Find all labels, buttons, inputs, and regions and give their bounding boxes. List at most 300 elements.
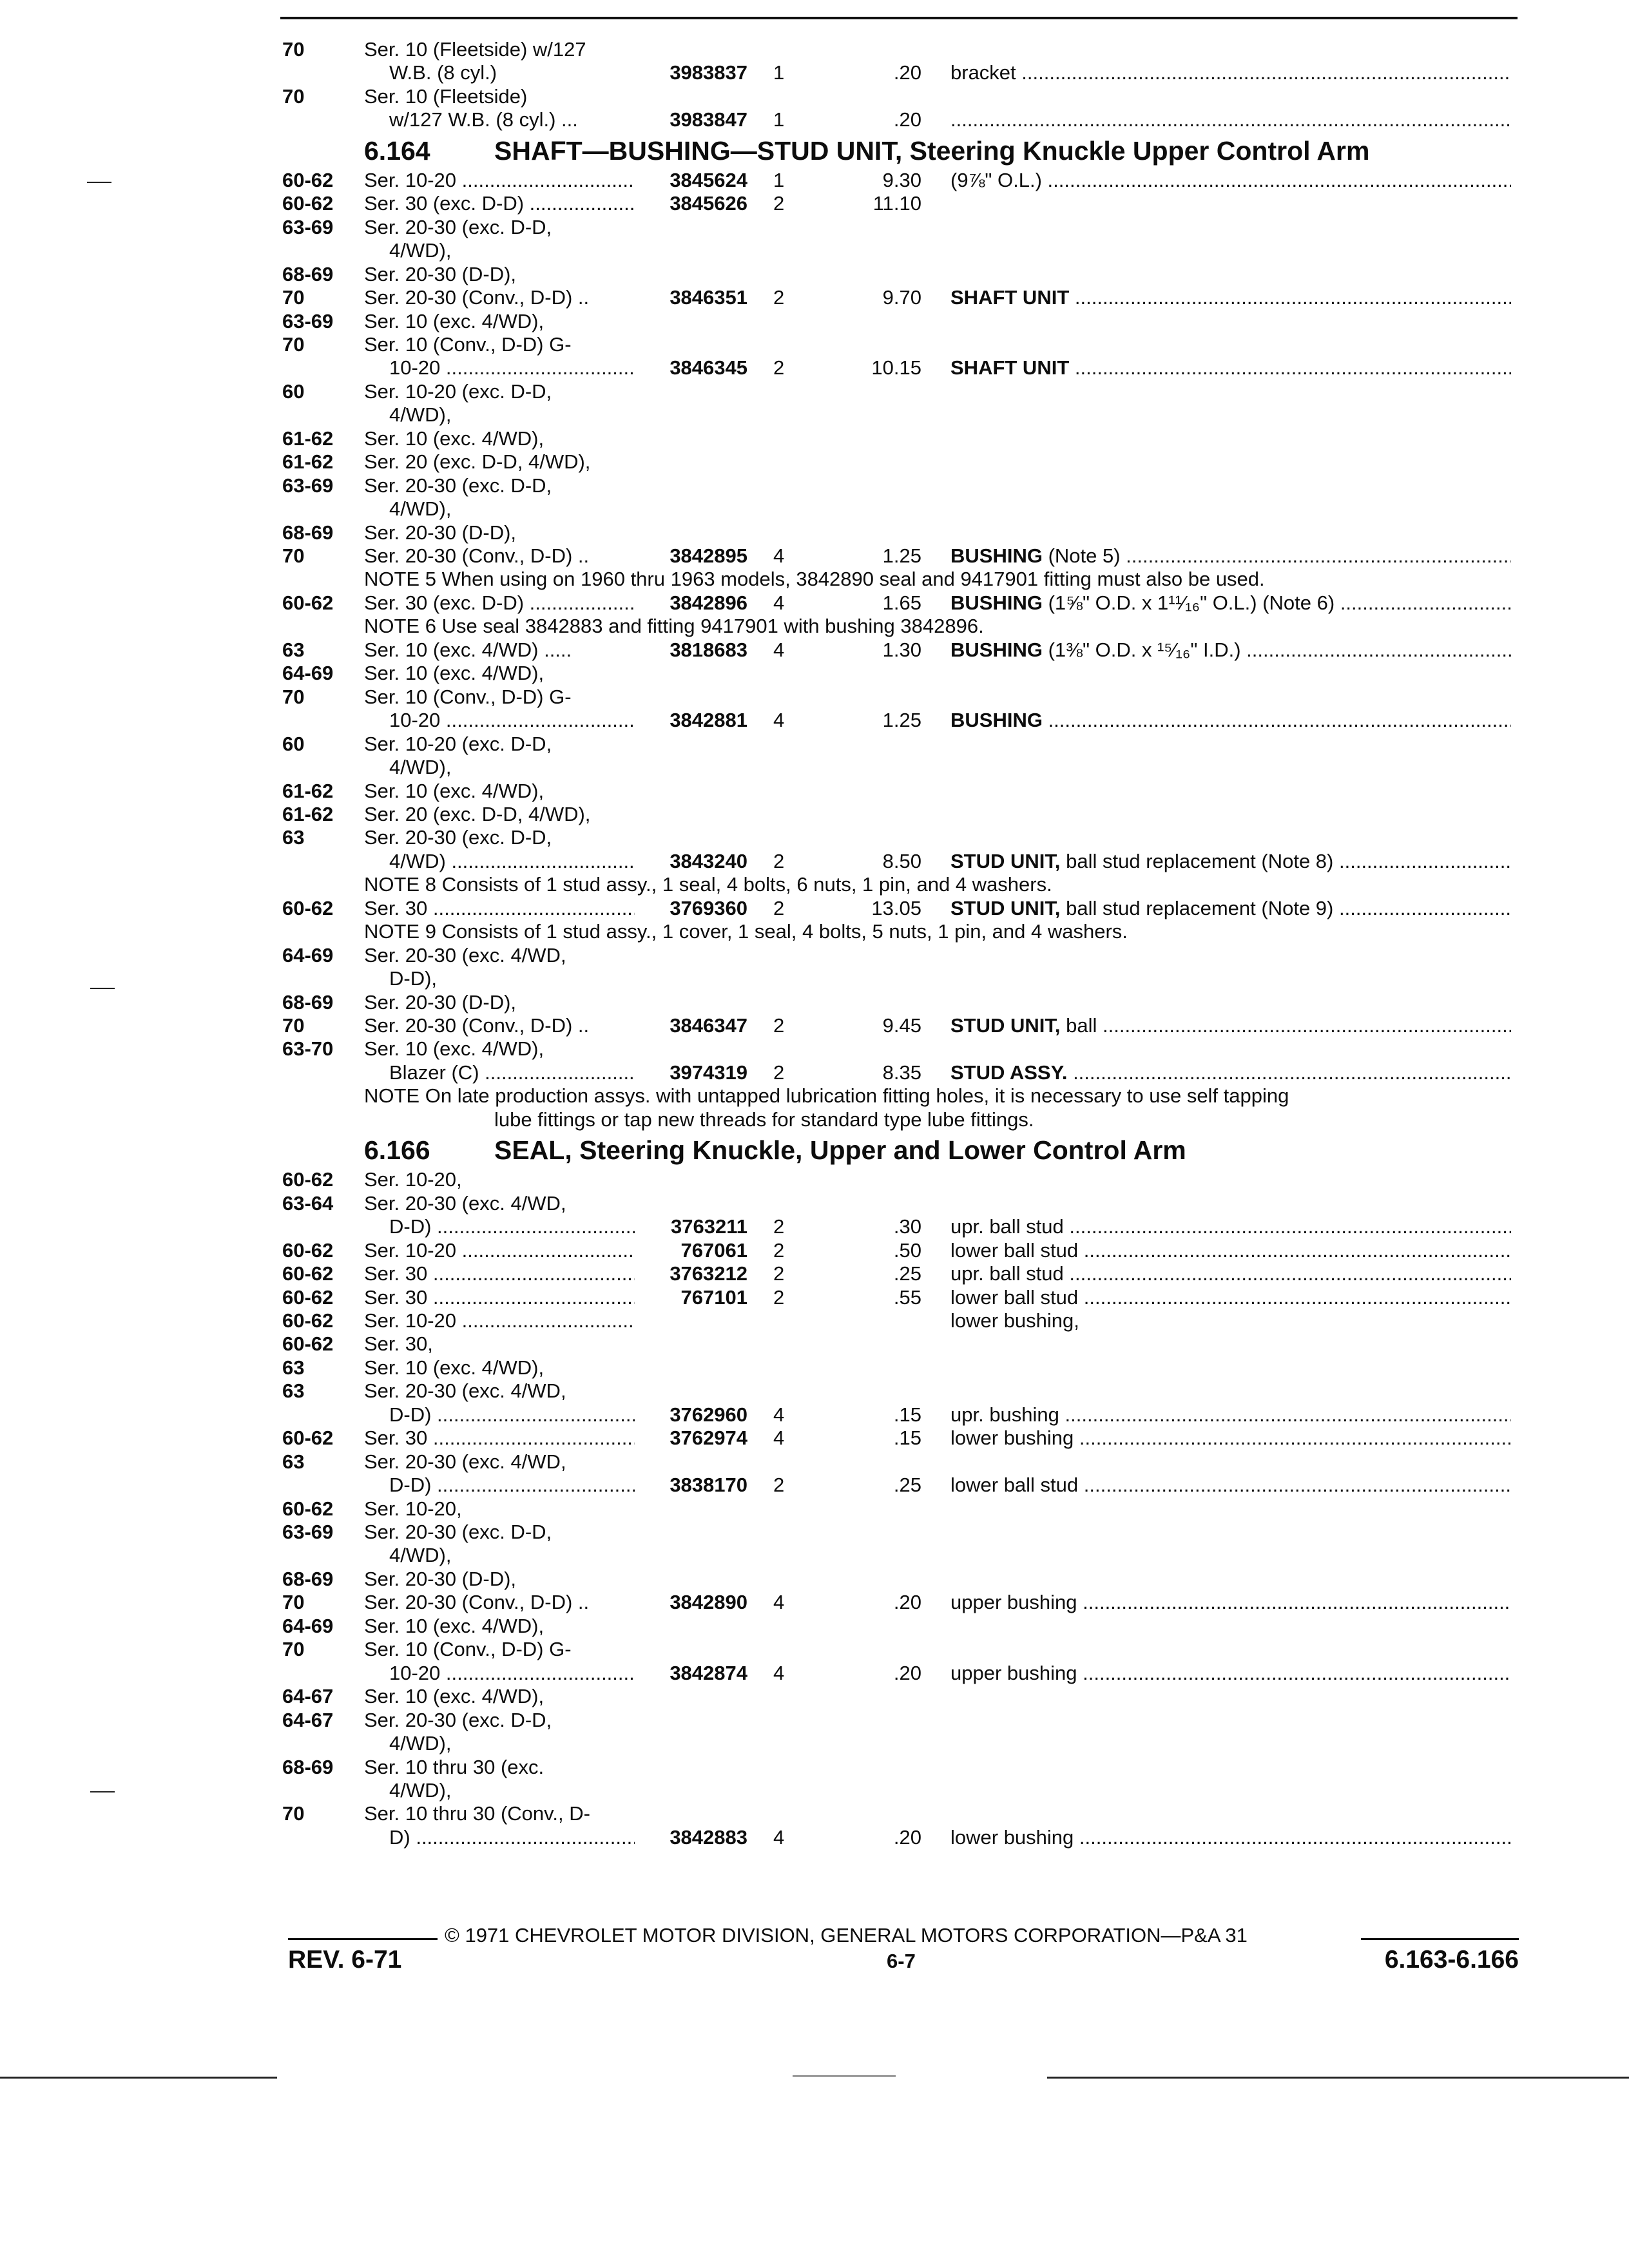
table-row <box>0 1014 1629 1038</box>
series-description: Ser. 10 (exc. 4/WD), <box>364 1037 545 1061</box>
table-row <box>0 37 1629 62</box>
table-row <box>0 1755 1629 1780</box>
table-row <box>0 191 1629 216</box>
series-description: 4/WD) ..... <box>389 849 635 874</box>
table-row <box>0 474 1629 498</box>
table-row <box>0 168 1629 193</box>
series-description: Ser. 20-30 (exc. D-D, <box>364 826 552 849</box>
price: .50 <box>893 1238 921 1262</box>
series-description: Ser. 30 (exc. D-D) ..... <box>364 191 635 216</box>
model-years: 61-62 <box>282 779 334 802</box>
table-row <box>0 1285 1629 1310</box>
part-description <box>950 61 1511 85</box>
page-number: 6-7 <box>887 1950 916 1972</box>
model-years: 70 <box>282 544 305 567</box>
series-description: Ser. 30 ..... <box>364 1262 635 1286</box>
quantity: 4 <box>773 1403 785 1426</box>
note-text: NOTE 8 Consists of 1 stud assy., 1 seal, 4 bolts, 6 nuts, 1 pin, and 4 washers. <box>364 873 1052 896</box>
table-row <box>0 1309 1629 1333</box>
model-years: 61-62 <box>282 450 334 474</box>
series-description: Ser. 10 (exc. 4/WD) ..... <box>364 638 572 661</box>
table-row <box>0 238 1629 263</box>
model-years: 68-69 <box>282 262 334 285</box>
model-years: 63-69 <box>282 474 334 497</box>
quantity: 4 <box>773 1825 785 1849</box>
series-description: Ser. 10 (exc. 4/WD), <box>364 309 545 332</box>
part-number: 3846345 <box>670 356 747 380</box>
series-description: Ser. 30 ..... <box>364 1285 635 1310</box>
price: 1.30 <box>882 638 921 661</box>
description-name: lower bushing <box>950 1825 1074 1849</box>
table-row <box>0 61 1629 85</box>
description-detail: (1⅝" O.D. x 1¹¹⁄₁₆" O.L.) (Note 6) <box>1042 591 1335 614</box>
copyright-line: © 1971 CHEVROLET MOTOR DIVISION, GENERAL MOTORS CORPORATION—P&A 31 <box>445 1924 1248 1946</box>
price: .20 <box>893 108 921 131</box>
series-description: D-D) ..... <box>389 1215 635 1239</box>
note-row <box>0 1084 1629 1108</box>
table-row <box>0 1262 1629 1286</box>
description-name: upr. ball stud <box>950 1262 1064 1285</box>
part-number: 3818683 <box>670 638 747 661</box>
series-description: D) ..... <box>389 1825 635 1850</box>
section-number: 6.166 <box>364 1135 430 1166</box>
margin-tick-3 <box>90 1791 115 1792</box>
part-number: 3838170 <box>670 1474 747 1497</box>
price: 10.15 <box>871 356 921 380</box>
model-years: 64-67 <box>282 1685 334 1708</box>
table-row <box>0 661 1629 686</box>
quantity: 2 <box>773 1238 785 1262</box>
price: .20 <box>893 1825 921 1849</box>
model-years: 60-62 <box>282 168 334 191</box>
quantity: 2 <box>773 1474 785 1497</box>
series-description: Ser. 20 (exc. D-D, 4/WD), <box>364 802 591 825</box>
part-description <box>950 638 1511 662</box>
model-years: 63-64 <box>282 1191 334 1215</box>
model-years: 60-62 <box>282 1262 334 1285</box>
series-description: Ser. 10 (exc. 4/WD), <box>364 427 545 450</box>
description-name: lower bushing, <box>950 1309 1079 1332</box>
price: 9.30 <box>882 168 921 191</box>
series-description: 4/WD), <box>389 497 452 521</box>
part-description <box>950 591 1511 615</box>
section-range: 6.163-6.166 <box>1384 1946 1519 1974</box>
description-name: upper bushing <box>950 1661 1077 1684</box>
model-years: 68-69 <box>282 1567 334 1590</box>
model-years: 60-62 <box>282 1238 334 1262</box>
series-description: Ser. 10 (exc. 4/WD), <box>364 1685 545 1708</box>
series-description: 4/WD), <box>389 1544 452 1567</box>
model-years: 60-62 <box>282 192 334 215</box>
series-description: Ser. 20-30 (D-D), <box>364 990 517 1014</box>
table-row <box>0 1403 1629 1427</box>
model-years: 70 <box>282 1638 305 1661</box>
model-years: 60-62 <box>282 1285 334 1309</box>
price: .55 <box>893 1285 921 1309</box>
table-row <box>0 1708 1629 1733</box>
quantity: 4 <box>773 544 785 567</box>
series-description: Ser. 20-30 (exc. D-D, <box>364 474 552 497</box>
note-row <box>0 567 1629 591</box>
price: .20 <box>893 1661 921 1684</box>
part-number: 3762960 <box>670 1403 747 1426</box>
part-number: 3763211 <box>671 1215 747 1238</box>
quantity: 4 <box>773 1427 785 1450</box>
series-description: W.B. (8 cyl.) <box>389 61 497 84</box>
series-description: Ser. 10-20 (exc. D-D, <box>364 380 552 403</box>
price: .15 <box>893 1427 921 1450</box>
part-description <box>950 1238 1511 1263</box>
table-row <box>0 1473 1629 1497</box>
series-description: Ser. 20-30 (D-D), <box>364 521 517 544</box>
table-row <box>0 332 1629 357</box>
model-years: 70 <box>282 685 305 708</box>
table-row <box>0 380 1629 404</box>
table-row <box>0 356 1629 380</box>
section-heading <box>0 1133 1629 1167</box>
series-description: D-D) ..... <box>389 1473 635 1497</box>
quantity: 2 <box>773 356 785 380</box>
model-years: 70 <box>282 38 305 61</box>
table-row <box>0 1191 1629 1216</box>
model-years: 64-69 <box>282 662 334 685</box>
quantity: 2 <box>773 1061 785 1084</box>
part-description <box>950 108 1511 132</box>
model-years: 61-62 <box>282 427 334 450</box>
model-years: 63-69 <box>282 1521 334 1543</box>
part-number: 3846351 <box>670 286 747 309</box>
section-title: SHAFT—BUSHING—STUD UNIT, Steering Knuckle Upper Control Arm <box>494 135 1370 166</box>
series-description: Ser. 10 (exc. 4/WD), <box>364 1356 545 1379</box>
part-description <box>950 1661 1511 1686</box>
table-row <box>0 1684 1629 1709</box>
part-description <box>950 1590 1511 1615</box>
table-row <box>0 708 1629 733</box>
model-years: 70 <box>282 286 305 309</box>
series-description: Ser. 20 (exc. D-D, 4/WD), <box>364 450 591 474</box>
series-description: Ser. 10 (exc. 4/WD), <box>364 779 545 802</box>
model-years: 63 <box>282 1379 305 1403</box>
quantity: 2 <box>773 1262 785 1285</box>
quantity: 2 <box>773 1285 785 1309</box>
part-number: 3763212 <box>670 1262 747 1285</box>
description-name: BUSHING <box>950 591 1043 614</box>
part-description <box>950 1473 1511 1497</box>
table-row <box>0 1238 1629 1263</box>
table-row <box>0 1543 1629 1568</box>
note-text: NOTE 9 Consists of 1 stud assy., 1 cover, 1 seal, 4 bolts, 5 nuts, 1 pin, and 4 washers. <box>364 920 1128 943</box>
part-description <box>950 1285 1511 1310</box>
table-row <box>0 685 1629 709</box>
table-row <box>0 896 1629 921</box>
table-row <box>0 1168 1629 1192</box>
table-row <box>0 1426 1629 1450</box>
table-row <box>0 544 1629 568</box>
series-description: 4/WD), <box>389 756 452 779</box>
section-number: 6.164 <box>364 135 430 166</box>
table-row <box>0 497 1629 521</box>
quantity: 2 <box>773 849 785 872</box>
part-description <box>950 849 1511 874</box>
series-description: Blazer (C) ..... <box>389 1061 635 1085</box>
description-name: SHAFT UNIT <box>950 286 1070 309</box>
model-years: 60-62 <box>282 1497 334 1520</box>
table-row <box>0 990 1629 1015</box>
series-description: Ser. 20-30 (exc. D-D, <box>364 1708 552 1731</box>
series-description: D-D) ..... <box>389 1403 635 1427</box>
part-description <box>950 1426 1511 1450</box>
quantity: 2 <box>773 896 785 919</box>
top-rule <box>280 17 1518 19</box>
table-row <box>0 1497 1629 1521</box>
price: .25 <box>893 1262 921 1285</box>
note-row <box>0 614 1629 639</box>
description-detail: (Note 5) <box>1042 544 1121 567</box>
table-row <box>0 1614 1629 1639</box>
footer-rule-right <box>1361 1938 1519 1940</box>
description-name: lower ball stud <box>950 1474 1079 1497</box>
series-description: Ser. 30 ..... <box>364 896 635 921</box>
part-number: 3842883 <box>670 1825 747 1849</box>
price: .20 <box>893 1591 921 1614</box>
table-row <box>0 1332 1629 1356</box>
part-number: 3845624 <box>670 168 747 191</box>
quantity: 4 <box>773 1591 785 1614</box>
series-description: Ser. 10 (Fleetside) w/127 <box>364 38 586 61</box>
part-number: 3983847 <box>670 108 747 131</box>
note-text-continued: lube fittings or tap new threads for standard type lube fittings. <box>494 1108 1034 1131</box>
series-description: Ser. 10-20 ..... <box>364 1238 635 1263</box>
quantity: 2 <box>773 192 785 215</box>
note-text: NOTE On late production assys. with untapped lubrication fitting holes, it is necessary to use self tapping <box>364 1084 1289 1108</box>
table-row <box>0 84 1629 109</box>
part-number: 3983837 <box>670 61 747 84</box>
revision-label: REV. 6-71 <box>288 1946 402 1974</box>
series-description: Ser. 20-30 (exc. 4/WD, <box>364 943 566 966</box>
crop-mark-center <box>793 2075 896 2077</box>
part-number: 3842881 <box>670 709 747 732</box>
price: 9.45 <box>882 1014 921 1037</box>
model-years: 63 <box>282 826 305 849</box>
description-name: BUSHING <box>950 544 1043 567</box>
part-description <box>950 1825 1511 1850</box>
quantity: 1 <box>773 108 785 131</box>
description-name: bracket <box>950 61 1016 84</box>
series-description: Ser. 10-20 ..... <box>364 168 635 193</box>
table-row <box>0 1637 1629 1662</box>
description-name: STUD UNIT, <box>950 896 1061 919</box>
description-detail: (1⅜" O.D. x ¹⁵⁄₁₆" I.D.) <box>1042 638 1241 661</box>
model-years: 60-62 <box>282 591 334 614</box>
note-text: NOTE 5 When using on 1960 thru 1963 models, 3842890 seal and 9417901 fitting must also be used. <box>364 568 1265 591</box>
table-row <box>0 755 1629 780</box>
crop-mark-left <box>0 2077 277 2079</box>
quantity: 2 <box>773 1215 785 1238</box>
series-description: 4/WD), <box>389 239 452 262</box>
table-row <box>0 849 1629 874</box>
note-row <box>0 919 1629 944</box>
series-description: 10-20 ..... <box>389 1661 635 1686</box>
series-description: Ser. 10-20, <box>364 1497 462 1520</box>
table-row <box>0 403 1629 427</box>
series-description: Ser. 20-30 (exc. 4/WD, <box>364 1191 566 1215</box>
part-number: 3842895 <box>670 544 747 567</box>
model-years: 70 <box>282 1591 305 1614</box>
model-years: 60 <box>282 732 305 755</box>
table-row <box>0 591 1629 615</box>
price: 9.70 <box>882 286 921 309</box>
price: 1.65 <box>882 591 921 614</box>
series-description: Ser. 20-30 (exc. D-D, <box>364 1521 552 1543</box>
note-row <box>0 1108 1629 1132</box>
table-row <box>0 108 1629 132</box>
part-description <box>950 1215 1511 1239</box>
model-years: 63 <box>282 1450 305 1473</box>
quantity: 4 <box>773 1661 785 1684</box>
series-description: Ser. 10-20 ..... <box>364 1309 635 1333</box>
description-name: BUSHING <box>950 638 1043 661</box>
table-row <box>0 1037 1629 1061</box>
series-description: D-D), <box>389 967 438 990</box>
part-number: 3762974 <box>670 1427 747 1450</box>
part-number: 3843240 <box>670 849 747 872</box>
part-number: 3974319 <box>670 1061 747 1084</box>
series-description: 4/WD), <box>389 403 452 427</box>
table-row <box>0 1356 1629 1380</box>
series-description: Ser. 10 (Conv., D-D) G- <box>364 685 572 708</box>
model-years: 70 <box>282 1014 305 1037</box>
price: 1.25 <box>882 544 921 567</box>
model-years: 60 <box>282 380 305 403</box>
model-years: 60-62 <box>282 1168 334 1191</box>
series-description: Ser. 30 ..... <box>364 1426 635 1450</box>
part-description <box>950 1309 1079 1333</box>
series-description: 10-20 ..... <box>389 356 635 380</box>
series-description: Ser. 10 (exc. 4/WD), <box>364 1614 545 1637</box>
quantity: 4 <box>773 638 785 661</box>
quantity: 2 <box>773 1014 785 1037</box>
note-row <box>0 872 1629 897</box>
model-years: 63 <box>282 1356 305 1379</box>
part-description <box>950 1061 1511 1085</box>
model-years: 60-62 <box>282 1332 334 1356</box>
model-years: 60-62 <box>282 1309 334 1332</box>
series-description: Ser. 20-30 (D-D), <box>364 262 517 285</box>
table-row <box>0 732 1629 756</box>
table-row <box>0 966 1629 991</box>
table-row <box>0 779 1629 803</box>
description-name: STUD UNIT, <box>950 1014 1061 1037</box>
series-description: 4/WD), <box>389 1778 452 1802</box>
series-description: Ser. 20-30 (exc. 4/WD, <box>364 1379 566 1403</box>
model-years: 60-62 <box>282 896 334 919</box>
section-title: SEAL, Steering Knuckle, Upper and Lower Control Arm <box>494 1135 1186 1166</box>
price: 8.50 <box>882 849 921 872</box>
description-name: upper bushing <box>950 1591 1077 1614</box>
description-name: BUSHING <box>950 709 1043 732</box>
table-row <box>0 309 1629 334</box>
series-description: Ser. 10-20 (exc. D-D, <box>364 732 552 755</box>
model-years: 64-69 <box>282 1614 334 1637</box>
price: 1.25 <box>882 709 921 732</box>
table-row <box>0 1520 1629 1544</box>
part-number: 3842874 <box>670 1661 747 1684</box>
footer-rule-left <box>288 1938 438 1940</box>
model-years: 70 <box>282 84 305 108</box>
series-description: Ser. 20-30 (exc. D-D, <box>364 215 552 238</box>
description-detail: ball stud replacement (Note 8) <box>1060 849 1334 872</box>
series-description: Ser. 20-30 (exc. 4/WD, <box>364 1450 566 1473</box>
model-years: 64-69 <box>282 943 334 966</box>
description-detail: ball <box>1060 1014 1097 1037</box>
series-description: Ser. 10-20, <box>364 1168 462 1191</box>
description-name: lower ball stud <box>950 1238 1079 1262</box>
table-row <box>0 427 1629 451</box>
part-description <box>950 356 1511 380</box>
part-number: 767061 <box>680 1238 747 1262</box>
quantity: 2 <box>773 286 785 309</box>
model-years: 70 <box>282 1802 305 1825</box>
crop-mark-right <box>1047 2077 1629 2079</box>
part-description <box>950 168 1511 193</box>
table-row <box>0 1731 1629 1756</box>
series-description: Ser. 30 (exc. D-D) ..... <box>364 591 635 615</box>
description-name: STUD ASSY. <box>950 1061 1068 1084</box>
quantity: 1 <box>773 168 785 191</box>
part-description <box>950 1262 1511 1286</box>
table-row <box>0 1061 1629 1085</box>
price: .20 <box>893 61 921 84</box>
price: 13.05 <box>871 896 921 919</box>
part-description <box>950 285 1511 310</box>
table-row <box>0 638 1629 662</box>
table-row <box>0 1778 1629 1803</box>
part-description <box>950 896 1511 921</box>
series-description: 4/WD), <box>389 1732 452 1755</box>
series-description: Ser. 20-30 (Conv., D-D) .. <box>364 1014 590 1037</box>
series-description: Ser. 20-30 (Conv., D-D) .. <box>364 544 590 567</box>
table-row <box>0 450 1629 474</box>
series-description: Ser. 10 (Conv., D-D) G- <box>364 332 572 356</box>
model-years: 60-62 <box>282 1427 334 1450</box>
table-row <box>0 943 1629 968</box>
price: 8.35 <box>882 1061 921 1084</box>
note-text: NOTE 6 Use seal 3842883 and fitting 9417901 with bushing 3842896. <box>364 615 984 638</box>
price: .30 <box>893 1215 921 1238</box>
part-description <box>950 1403 1511 1427</box>
model-years: 63-69 <box>282 309 334 332</box>
description-name: upr. ball stud <box>950 1215 1064 1238</box>
part-description <box>950 544 1511 568</box>
model-years: 68-69 <box>282 990 334 1014</box>
description-name: upr. bushing <box>950 1403 1059 1426</box>
description-detail: ball stud replacement (Note 9) <box>1060 896 1334 919</box>
quantity: 1 <box>773 61 785 84</box>
table-row <box>0 825 1629 850</box>
table-row <box>0 285 1629 310</box>
price: .15 <box>893 1403 921 1426</box>
model-years: 68-69 <box>282 521 334 544</box>
table-row <box>0 521 1629 545</box>
series-description: Ser. 20-30 (Conv., D-D) .. <box>364 286 590 309</box>
series-description: Ser. 10 (exc. 4/WD), <box>364 662 545 685</box>
model-years: 63-70 <box>282 1037 334 1061</box>
model-years: 61-62 <box>282 802 334 825</box>
series-description: 10-20 ..... <box>389 708 635 733</box>
model-years: 63 <box>282 638 305 661</box>
model-years: 70 <box>282 332 305 356</box>
model-years: 63-69 <box>282 215 334 238</box>
